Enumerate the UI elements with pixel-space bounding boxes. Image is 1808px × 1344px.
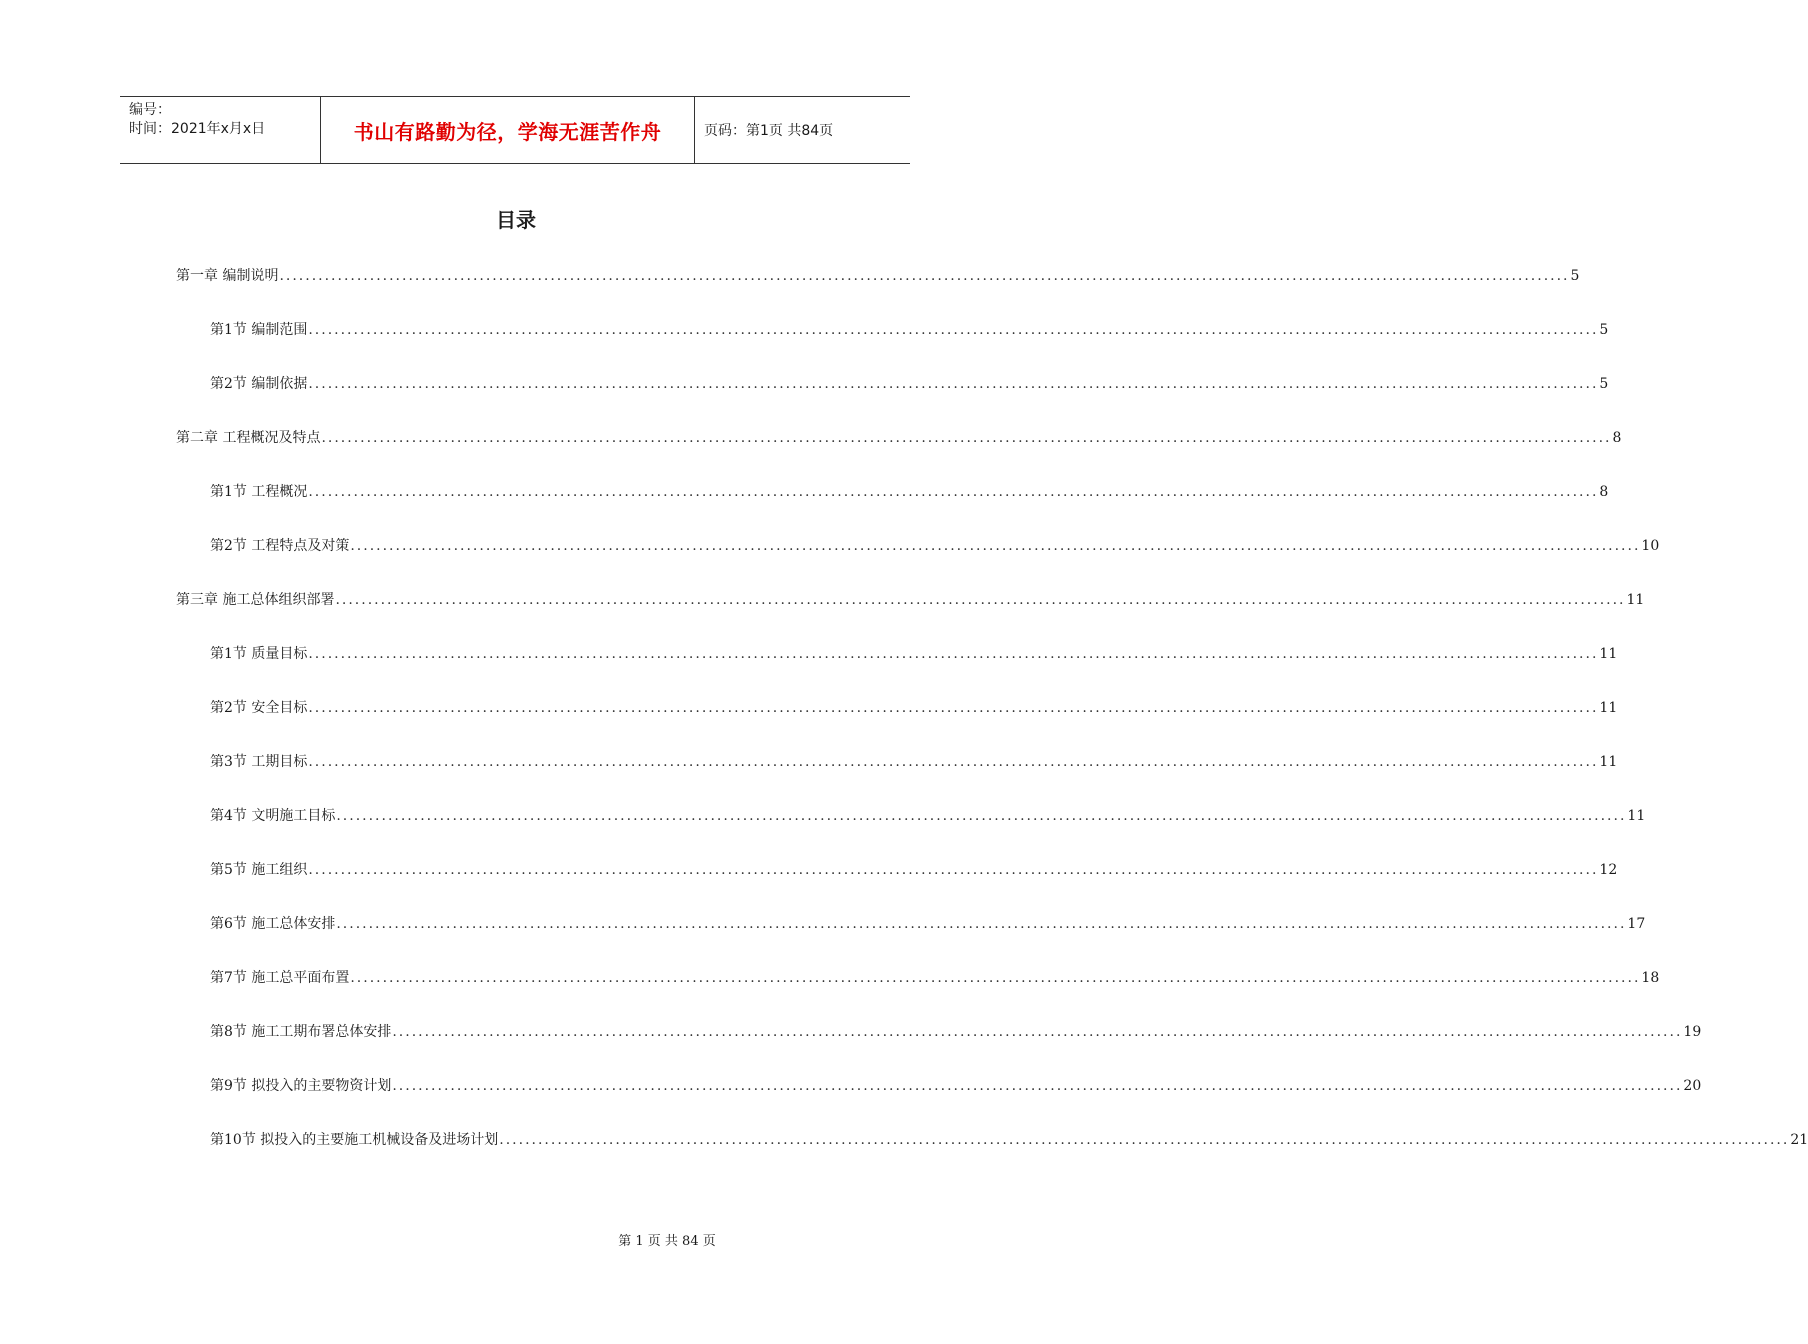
toc-dot-leader: ........................................................................................................................................................................................................	[308, 700, 1599, 716]
toc-entry-page: 11	[1626, 592, 1645, 608]
page-footer: 第 1 页 共 84 页	[618, 1234, 716, 1249]
toc-section-entry[interactable]	[210, 1021, 1702, 1043]
toc-dot-leader: ........................................................................................................................................................................................................	[308, 322, 1599, 338]
toc-section-entry[interactable]	[210, 1075, 1702, 1097]
toc-dot-leader: ........................................................................................................................................................................................................	[308, 862, 1599, 878]
toc-dot-leader: ........................................................................................................................................................................................................	[321, 430, 1612, 446]
toc-dot-leader: ........................................................................................................................................................................................................	[499, 1132, 1790, 1148]
toc-entry-label: 第6节 施工总体安排	[210, 916, 336, 932]
toc-entry-page: 8	[1599, 484, 1609, 500]
toc-section-entry[interactable]	[210, 373, 1609, 395]
toc-chapter-entry[interactable]	[176, 427, 1622, 449]
toc-section-entry[interactable]	[210, 805, 1646, 827]
toc-section-entry[interactable]	[210, 913, 1646, 935]
toc-entry-page: 19	[1683, 1024, 1702, 1040]
toc-dot-leader: ........................................................................................................................................................................................................	[335, 592, 1626, 608]
document-number-label: 编号：	[129, 102, 171, 118]
toc-entry-page: 20	[1683, 1078, 1702, 1094]
toc-section-entry[interactable]	[210, 697, 1618, 719]
toc-entry-label: 第1节 编制范围	[210, 322, 308, 338]
toc-entry-label: 第一章 编制说明	[176, 268, 279, 284]
header-motto-cell	[321, 97, 695, 163]
toc-entry-page: 11	[1627, 808, 1646, 824]
toc-section-entry[interactable]	[210, 751, 1618, 773]
toc-section-entry[interactable]	[210, 319, 1609, 341]
toc-entry-page: 17	[1627, 916, 1646, 932]
toc-entry-label: 第8节 施工工期布署总体安排	[210, 1024, 392, 1040]
toc-dot-leader: ........................................................................................................................................................................................................	[308, 376, 1599, 392]
header-meta-cell	[120, 97, 321, 163]
toc-dot-leader: ........................................................................................................................................................................................................	[336, 916, 1627, 932]
toc-dot-leader: ........................................................................................................................................................................................................	[350, 538, 1641, 554]
toc-entry-page: 10	[1641, 538, 1660, 554]
toc-entry-label: 第9节 拟投入的主要物资计划	[210, 1078, 392, 1094]
toc-dot-leader: ........................................................................................................................................................................................................	[279, 268, 1570, 284]
toc-chapter-entry[interactable]	[176, 265, 1580, 287]
header-page-number: 页码：第1页 共84页	[704, 123, 834, 139]
toc-dot-leader: ........................................................................................................................................................................................................	[392, 1024, 1683, 1040]
toc-entry-page: 18	[1641, 970, 1660, 986]
toc-entry-label: 第3节 工期目标	[210, 754, 308, 770]
toc-entry-page: 11	[1599, 646, 1618, 662]
toc-entry-label: 第10节 拟投入的主要施工机械设备及进场计划	[210, 1132, 499, 1148]
toc-dot-leader: ........................................................................................................................................................................................................	[336, 808, 1627, 824]
toc-entry-page: 5	[1599, 322, 1609, 338]
toc-entry-page: 11	[1599, 754, 1618, 770]
toc-section-entry[interactable]	[210, 643, 1618, 665]
toc-chapter-entry[interactable]	[176, 589, 1645, 611]
toc-dot-leader: ........................................................................................................................................................................................................	[308, 646, 1599, 662]
document-time: 时间：2021年x月x日	[129, 121, 266, 137]
toc-entry-label: 第1节 工程概况	[210, 484, 308, 500]
toc-entry-page: 12	[1599, 862, 1618, 878]
header-page-cell	[695, 97, 910, 163]
toc-title: 目录	[496, 208, 536, 232]
toc-entry-label: 第二章 工程概况及特点	[176, 430, 321, 446]
toc-dot-leader: ........................................................................................................................................................................................................	[308, 754, 1599, 770]
header-motto: 书山有路勤为径，学海无涯苦作舟	[353, 119, 662, 144]
toc-entry-label: 第2节 编制依据	[210, 376, 308, 392]
toc-entry-page: 8	[1612, 430, 1622, 446]
toc-entry-label: 第三章 施工总体组织部署	[176, 592, 335, 608]
toc-section-entry[interactable]	[210, 967, 1660, 989]
toc-section-entry[interactable]	[210, 535, 1660, 557]
toc-entry-page: 5	[1570, 268, 1580, 284]
toc-entry-label: 第4节 文明施工目标	[210, 808, 336, 824]
toc-section-entry[interactable]	[210, 1129, 1808, 1151]
toc-entry-page: 11	[1599, 700, 1618, 716]
toc-entry-page: 21	[1790, 1132, 1808, 1148]
document-header	[120, 96, 910, 164]
toc-dot-leader: ........................................................................................................................................................................................................	[308, 484, 1599, 500]
toc-entry-label: 第1节 质量目标	[210, 646, 308, 662]
toc-entry-page: 5	[1599, 376, 1609, 392]
toc-entry-label: 第5节 施工组织	[210, 862, 308, 878]
toc-entry-label: 第2节 安全目标	[210, 700, 308, 716]
toc-dot-leader: ........................................................................................................................................................................................................	[392, 1078, 1683, 1094]
toc-section-entry[interactable]	[210, 481, 1609, 503]
toc-section-entry[interactable]	[210, 859, 1618, 881]
toc-entry-label: 第2节 工程特点及对策	[210, 538, 350, 554]
toc-entry-label: 第7节 施工总平面布置	[210, 970, 350, 986]
toc-dot-leader: ........................................................................................................................................................................................................	[350, 970, 1641, 986]
